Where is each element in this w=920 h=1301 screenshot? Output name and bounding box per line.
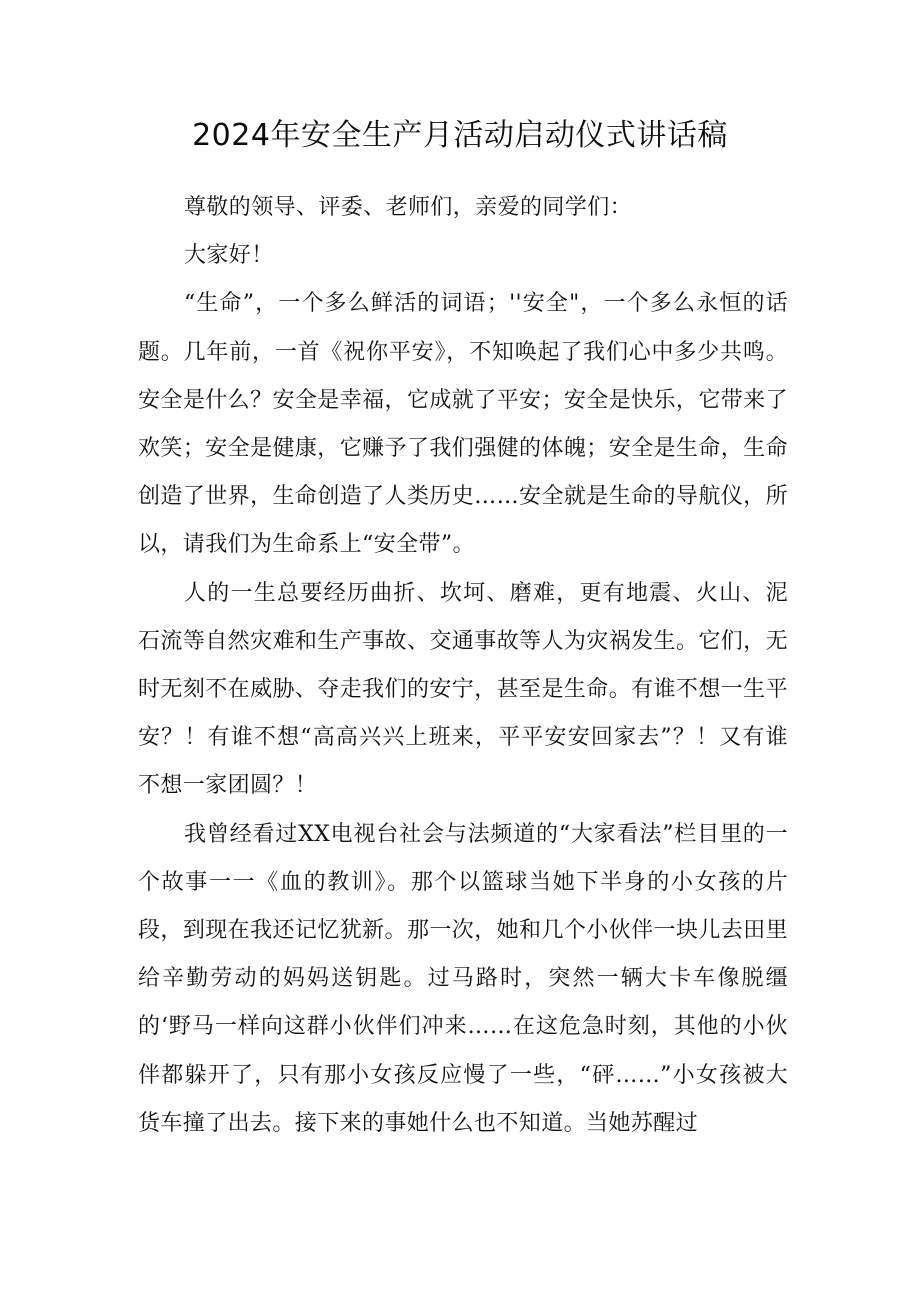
paragraph-disasters: 人的一生总要经历曲折、坎坷、磨难，更有地震、火山、泥石流等自然灾难和生产事故、交通事故等人为灾祸发生。它们，无时无刻不在威胁、夺走我们的安宁，甚至是生命。有谁不想一生平安？！有谁不想“高高兴兴上班来，平平安安回家去”？！又有谁不想一家团圆？！ (138, 580, 788, 799)
paragraph-life-safety: “生命”，一个多么鲜活的词语；''安全"，一个多么永恒的话题。几年前，一首《祝你平安》，不知唤起了我们心中多少共鸣。安全是什么？安全是幸福，它成就了平安；安全是快乐，它带来了欢笑；安全是健康，它赚予了我们强健的体魄；安全是生命，生命创造了世界，生命创造了人类历史……安全就是生命的导航仪，所以，请我们为生命系上“安全带”。 (138, 291, 788, 558)
paragraph-story: 我曾经看过XX电视台社会与法频道的“大家看法”栏目里的一个故事一一《血的教训》。那个以篮球当她下半身的小女孩的片段，到现在我还记忆犹新。那一次，她和几个小伙伴一块儿去田里给辛勤劳动的妈妈送钥匙。过马路时，突然一辆大卡车像脱缰的‘野马一样向这群小伙伴们冲来……在这危急时刻，其他的小伙伴都躲开了，只有那小女孩反应慢了一些，“砰……”小女孩被大货车撞了出去。接下来的事她什么也不知道。当她苏醒过 (138, 821, 788, 1136)
paragraph-salutation: 尊敬的领导、评委、老师们，亲爱的同学们： (184, 195, 633, 220)
document-body (138, 184, 788, 1148)
paragraph-greeting: 大家好！ (184, 243, 274, 269)
document-title: 2024年安全生产月活动启动仪式讲话稿 (192, 118, 728, 153)
